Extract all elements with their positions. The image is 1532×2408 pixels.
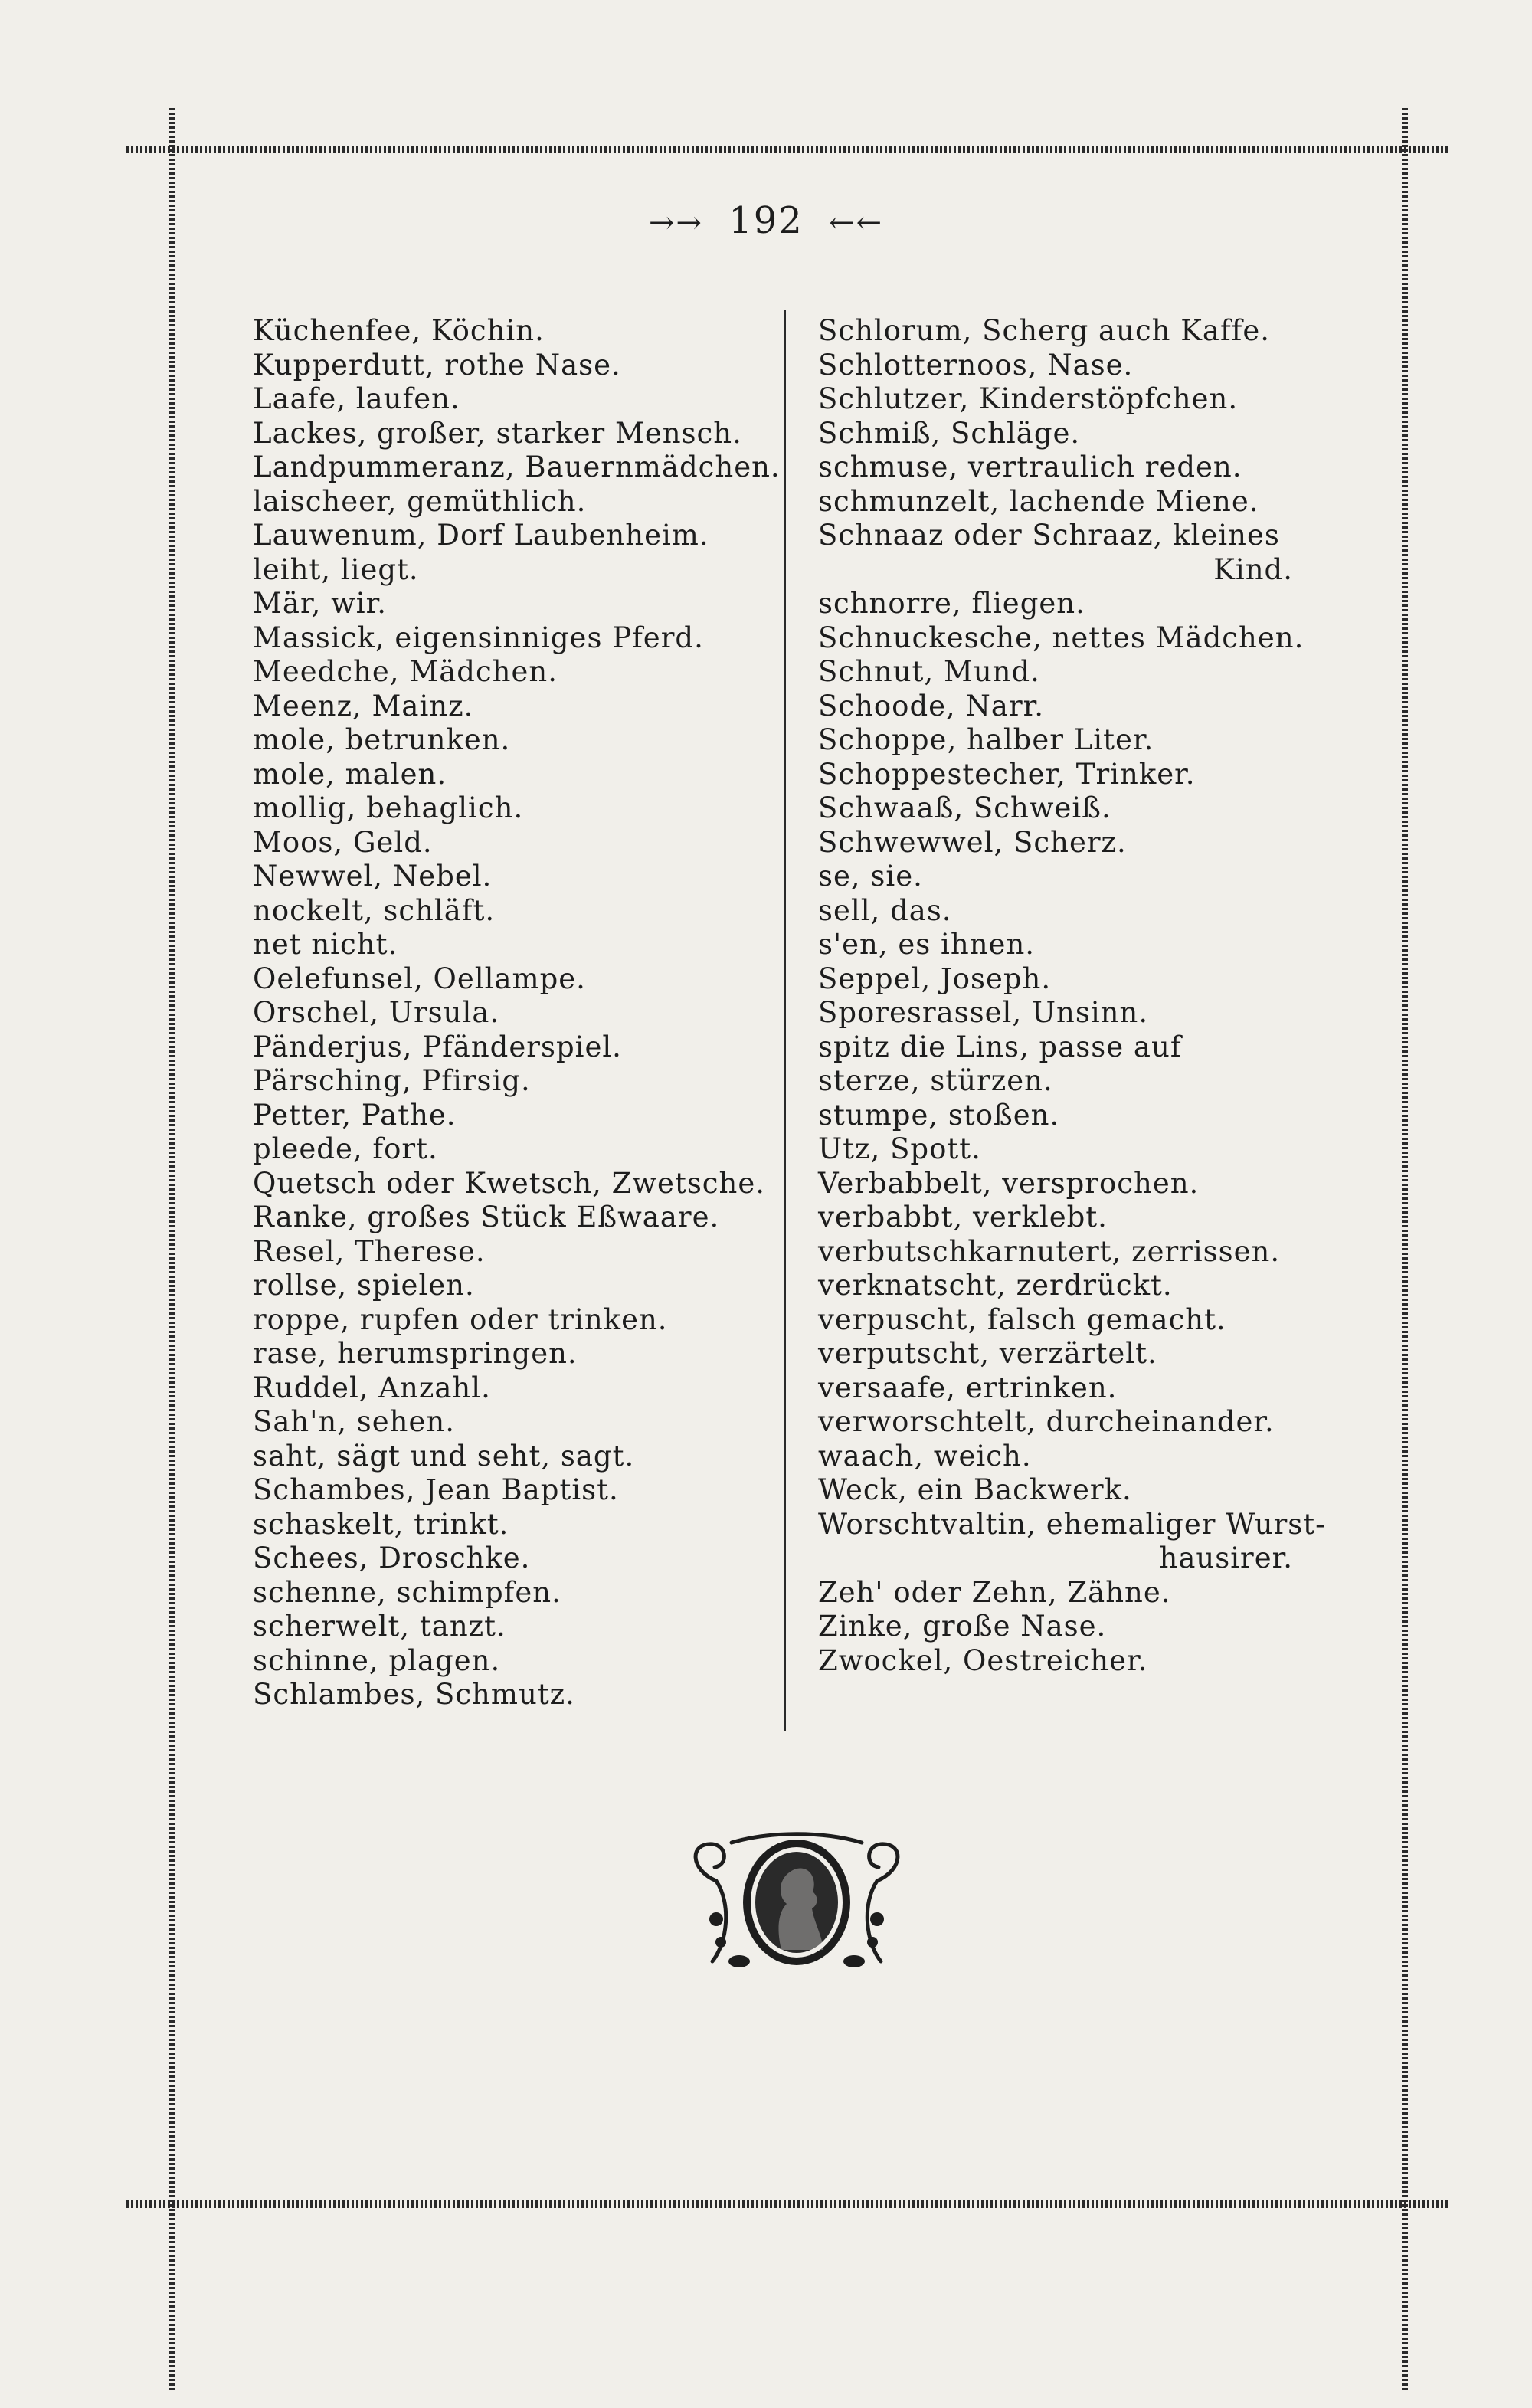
glossary-entry: Laafe, laufen. bbox=[253, 382, 460, 415]
glossary-entry: Schnut, Mund. bbox=[818, 655, 1040, 688]
glossary-entry: Worschtvaltin, ehemaliger Wurst- bbox=[818, 1507, 1326, 1541]
page-number-header bbox=[0, 199, 1532, 242]
glossary-entry: Schoode, Narr. bbox=[818, 689, 1045, 722]
glossary-entry: nockelt, schläft. bbox=[253, 893, 496, 927]
glossary-entry: Schlutzer, Kinderstöpfchen. bbox=[818, 382, 1239, 415]
glossary-entry: schenne, schimpfen. bbox=[253, 1575, 561, 1609]
glossary-entry: Schlotternoos, Nase. bbox=[818, 348, 1134, 382]
glossary-entry: Newwel, Nebel. bbox=[253, 860, 493, 893]
glossary-entry: scherwelt, tanzt. bbox=[253, 1610, 506, 1643]
glossary-entry: spitz die Lins, passe auf bbox=[818, 1030, 1182, 1063]
glossary-entry-continuation: hausirer. bbox=[1159, 1541, 1293, 1574]
glossary-entry: rase, herumspringen. bbox=[253, 1337, 578, 1370]
glossary-entry: Ruddel, Anzahl. bbox=[253, 1371, 491, 1404]
arrow-ornament-left-icon: →→ bbox=[648, 205, 703, 241]
glossary-entry: laischeer, gemüthlich. bbox=[253, 484, 587, 518]
glossary-entry: rollse, spielen. bbox=[253, 1269, 475, 1302]
glossary-entry: Schambes, Jean Baptist. bbox=[253, 1473, 619, 1506]
glossary-entry: Schwewwel, Scherz. bbox=[818, 825, 1127, 859]
glossary-left-column bbox=[253, 314, 781, 1712]
glossary-entry: Pänderjus, Pfänderspiel. bbox=[253, 1030, 622, 1063]
glossary-entry: versaafe, ertrinken. bbox=[818, 1371, 1118, 1404]
glossary-entry: sell, das. bbox=[818, 893, 952, 927]
glossary-entry: Schwaaß, Schweiß. bbox=[818, 791, 1111, 824]
glossary-entry: Massick, eigensinniges Pferd. bbox=[253, 621, 704, 654]
glossary-entry: Resel, Therese. bbox=[253, 1234, 486, 1268]
glossary-entry: Schoppestecher, Trinker. bbox=[818, 757, 1196, 791]
glossary-entry: Petter, Pathe. bbox=[253, 1098, 457, 1132]
glossary-entry: Pärsching, Pfirsig. bbox=[253, 1064, 531, 1097]
glossary-entry: Sah'n, sehen. bbox=[253, 1405, 455, 1438]
glossary-entry: schnorre, fliegen. bbox=[818, 587, 1085, 620]
page-number: 192 bbox=[728, 199, 804, 242]
glossary-entry: Kupperdutt, rothe Nase. bbox=[253, 348, 621, 382]
right-dotted-rule bbox=[1402, 107, 1408, 2390]
glossary-entry: Verbabbelt, versprochen. bbox=[818, 1166, 1200, 1200]
glossary-entry: schmuse, vertraulich reden. bbox=[818, 450, 1242, 483]
glossary-entry: Schlambes, Schmutz. bbox=[253, 1678, 575, 1711]
glossary-entry: verbutschkarnutert, zerrissen. bbox=[818, 1234, 1281, 1268]
glossary-entry: Orschel, Ursula. bbox=[253, 996, 500, 1029]
glossary-entry: schmunzelt, lachende Miene. bbox=[818, 484, 1259, 518]
glossary-entry: s'en, es ihnen. bbox=[818, 928, 1036, 961]
glossary-right-column bbox=[818, 314, 1326, 1678]
glossary-entry: Quetsch oder Kwetsch, Zwetsche. bbox=[253, 1166, 766, 1200]
arrow-ornament-right-icon: ←← bbox=[829, 205, 884, 241]
left-dotted-rule bbox=[169, 107, 175, 2390]
glossary-entry: Meenz, Mainz. bbox=[253, 689, 474, 722]
glossary-entry: Schnuckesche, nettes Mädchen. bbox=[818, 621, 1304, 654]
glossary-entry: Landpummeranz, Bauernmädchen. bbox=[253, 450, 781, 483]
glossary-entry: sterze, stürzen. bbox=[818, 1064, 1053, 1097]
glossary-entry: Meedche, Mädchen. bbox=[253, 655, 558, 688]
glossary-entry: schaskelt, trinkt. bbox=[253, 1507, 509, 1541]
bottom-dotted-rule bbox=[126, 2200, 1448, 2208]
glossary-entry: mole, malen. bbox=[253, 757, 447, 791]
glossary-entry: leiht, liegt. bbox=[253, 552, 419, 586]
glossary-entry: waach, weich. bbox=[818, 1439, 1032, 1473]
glossary-entry-continuation: Kind. bbox=[1213, 552, 1293, 586]
top-dotted-rule bbox=[126, 146, 1448, 153]
glossary-entry: se, sie. bbox=[818, 860, 923, 893]
glossary-entry: Zeh' oder Zehn, Zähne. bbox=[818, 1575, 1171, 1609]
glossary-entry: verworschtelt, durcheinander. bbox=[818, 1405, 1275, 1438]
glossary-entry: Weck, ein Backwerk. bbox=[818, 1473, 1132, 1506]
glossary-entry: Ranke, großes Stück Eßwaare. bbox=[253, 1201, 720, 1233]
glossary-entry: Mär, wir. bbox=[253, 587, 387, 620]
glossary-entry: pleede, fort. bbox=[253, 1132, 438, 1165]
glossary-entry: Moos, Geld. bbox=[253, 825, 433, 859]
glossary-entry: Oelefunsel, Oellampe. bbox=[253, 962, 586, 995]
column-divider bbox=[784, 310, 786, 1731]
glossary-entry: Zinke, große Nase. bbox=[818, 1610, 1107, 1643]
glossary-entry: verputscht, verzärtelt. bbox=[818, 1337, 1157, 1370]
glossary-entry: Küchenfee, Köchin. bbox=[253, 314, 545, 347]
glossary-entry: Zwockel, Oestreicher. bbox=[818, 1643, 1148, 1677]
glossary-entry: Schnaaz oder Schraaz, kleines bbox=[818, 519, 1280, 552]
glossary-entry: Schmiß, Schläge. bbox=[818, 416, 1081, 450]
glossary-entry: Utz, Spott. bbox=[818, 1132, 981, 1165]
glossary-entry: schinne, plagen. bbox=[253, 1643, 501, 1677]
glossary-entry: verbabbt, verklebt. bbox=[818, 1201, 1108, 1233]
glossary-entry: Lackes, großer, starker Mensch. bbox=[253, 416, 742, 450]
glossary-entry: Schees, Droschke. bbox=[253, 1541, 531, 1574]
glossary-entry: mole, betrunken. bbox=[253, 723, 511, 756]
glossary-entry: mollig, behaglich. bbox=[253, 791, 524, 824]
glossary-entry: net nicht. bbox=[253, 928, 398, 961]
glossary-entry: verpuscht, falsch gemacht. bbox=[818, 1302, 1226, 1336]
glossary-entry: roppe, rupfen oder trinken. bbox=[253, 1302, 668, 1336]
cameo-portrait-vignette-icon bbox=[686, 1827, 908, 1980]
glossary-entry: Lauwenum, Dorf Laubenheim. bbox=[253, 519, 709, 552]
glossary-entry: stumpe, stoßen. bbox=[818, 1098, 1060, 1132]
glossary-entry: saht, sägt und seht, sagt. bbox=[253, 1439, 635, 1473]
glossary-entry: Sporesrassel, Unsinn. bbox=[818, 996, 1149, 1029]
glossary-entry: Seppel, Joseph. bbox=[818, 962, 1052, 995]
glossary-entry: Schlorum, Scherg auch Kaffe. bbox=[818, 314, 1271, 347]
glossary-entry: verknatscht, zerdrückt. bbox=[818, 1269, 1173, 1302]
glossary-entry: Schoppe, halber Liter. bbox=[818, 723, 1154, 756]
